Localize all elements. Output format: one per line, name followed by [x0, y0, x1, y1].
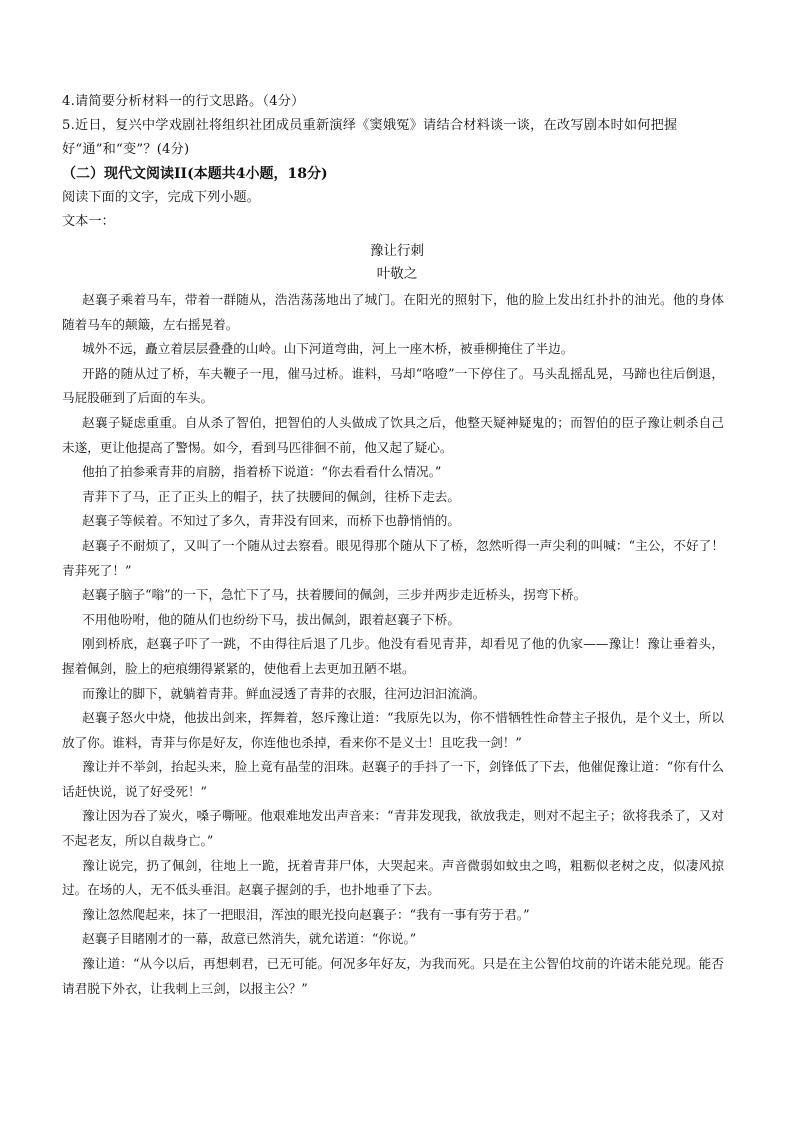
- reading-instruction: 阅读下面的文字，完成下列小题。: [62, 190, 260, 205]
- paragraph: 而豫让的脚下，就躺着青荓。鲜血浸透了青荓的衣服，往河边汩汩流淌。: [82, 685, 486, 701]
- paragraph: 不用他吩咐，他的随从们也纷纷下马，拔出佩剑，跟着赵襄子下桥。: [82, 611, 460, 627]
- paragraph: 豫让说完，扔了佩剑，往地上一跪，抚着青荓尸体，大哭起来。声音微弱如蚊虫之鸣，粗粝似老树之皮，似凄风掠过。在场的人，无不低头垂泪。赵襄子握剑的手，也扑地垂了下去。: [62, 857, 724, 898]
- section-heading: （二）现代文阅读II(本题共4小题，18分): [62, 166, 328, 182]
- paragraph: 赵襄子目睹刚才的一幕，敌意已然消失，就允诺道：“你说。”: [82, 931, 417, 947]
- paragraph: 赵襄子不耐烦了，又叫了一个随从过去察看。眼见得那个随从下了桥，忽然听得一声尖利的叫喊：“主公，不好了！青荓死了！”: [62, 537, 724, 578]
- paragraph: 赵襄子疑虑重重。自从杀了智伯，把智伯的人头做成了饮具之后，他整天疑神疑鬼的；而智伯的臣子豫让刺杀自己未遂，更让他提高了警惕。如今，看到马匹徘徊不前，他又起了疑心。: [62, 414, 724, 455]
- paragraph: 豫让忽然爬起来，抹了一把眼泪，浑浊的眼光投向赵襄子：“我有一事有劳于君。”: [82, 906, 530, 922]
- paragraph: 赵襄子乘着马车，带着一群随从，浩浩荡荡地出了城门。在阳光的照射下，他的脸上发出红扑扑的油光。他的身体随着马车的颠簸，左右摇晃着。: [62, 292, 724, 332]
- paragraph: 开路的随从过了桥，车夫鞭子一甩，催马过桥。谁料，马却“咯噔”一下停住了。马头乱摇乱晃，马蹄也往后倒退，马屁股砸到了后面的车头。: [62, 365, 724, 406]
- paragraph: 赵襄子等候着。不知过了多久，青荓没有回来，而桥下也静悄悄的。: [82, 513, 460, 529]
- article-title: 豫让行刺: [370, 243, 424, 259]
- article-body: [62, 288, 724, 1001]
- question-4: 4.请简要分析材料一的行文思路。（4分）: [62, 94, 305, 109]
- paragraph: 豫让道：“从今以后，再想刺君，已无可能。何况多年好友，为我而死。只是在主公智伯坟前的许诺未能兑现。能否请君脱下外衣，让我刺上三剑，以报主公？”: [62, 956, 724, 996]
- paragraph: 城外不远，矗立着层层叠叠的山岭。山下河道弯曲，河上一座木桥，被垂柳掩住了半边。: [82, 341, 574, 357]
- article-author: 叶敬之: [376, 266, 418, 282]
- paragraph: 豫让因为吞了炭火，嗓子嘶哑。他艰难地发出声音来：“青荓发现我，欲放我走，则对不起主子；欲将我杀了，又对不起老友，所以自裁身亡。”: [62, 808, 724, 849]
- paragraph: 他拍了拍参乘青荓的肩膀，指着桥下说道：“你去看看什么情况。”: [82, 464, 442, 480]
- paragraph: 豫让并不举剑，抬起头来，脸上竟有晶莹的泪珠。赵襄子的手抖了一下，剑锋低了下去，他催促豫让道：“你有什么话赶快说，说了好受死！”: [62, 759, 724, 799]
- paragraph: 青荓下了马，正了正头上的帽子，扶了扶腰间的佩剑，往桥下走去。: [82, 488, 460, 504]
- question-5: 5.近日，复兴中学戏剧社将组织社团成员重新演绎《窦娥冤》请结合材料谈一谈，在改写剧本时如何把握好“通”和“变”？(4分): [62, 118, 678, 157]
- paragraph: 刚到桥底，赵襄子吓了一跳，不由得往后退了几步。他没有看见青荓，却看见了他的仇家——豫让！豫让垂着头，握着佩剑，脸上的疤痕绷得紧紧的，使他看上去更加丑陋不堪。: [62, 636, 724, 676]
- text-label: 文本一：: [62, 214, 115, 229]
- paragraph: 赵襄子怒火中烧，他拔出剑来，挥舞着，怒斥豫让道：“我原先以为，你不惜牺牲性命替主子报仇，是个义士，所以放了你。谁料，青荓与你是好友，你连他也杀掉，看来你不是义士！且吃我一剑！”: [62, 710, 724, 750]
- paragraph: 赵襄子脑子“嗡”的一下，急忙下了马，扶着腰间的佩剑，三步并两步走近桥头，拐弯下桥。: [82, 587, 587, 603]
